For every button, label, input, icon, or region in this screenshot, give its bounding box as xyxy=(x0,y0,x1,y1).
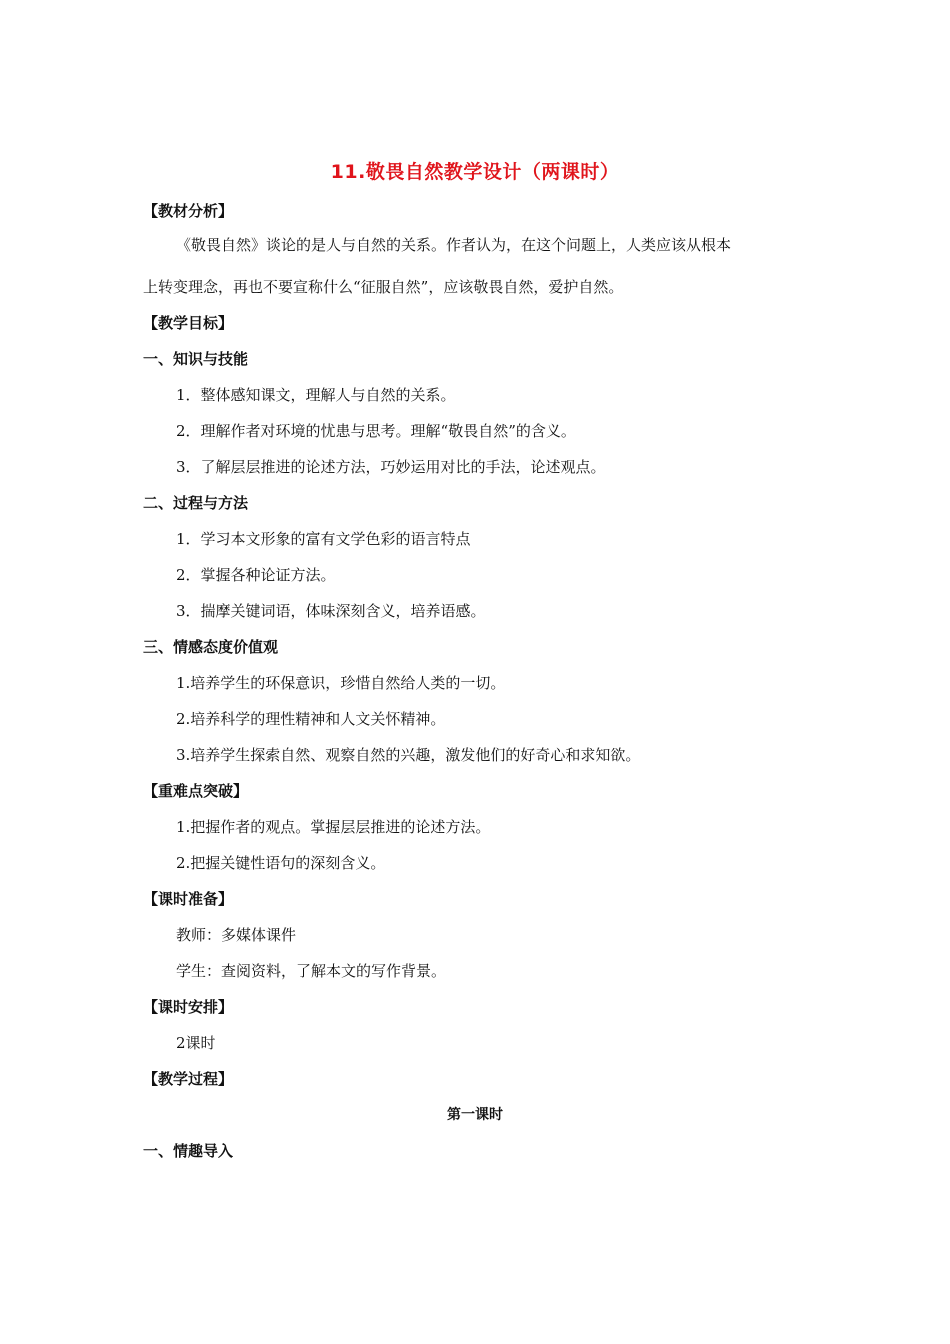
subheading-knowledge: 一、知识与技能 xyxy=(143,350,249,368)
document-title: 11.敬畏自然教学设计（两课时） xyxy=(330,161,620,183)
first-lesson-heading: 第一课时 xyxy=(447,1107,503,1123)
section-heading-schedule: 【课时安排】 xyxy=(143,998,234,1016)
preparation-student: 学生：查阅资料，了解本文的写作背景。 xyxy=(176,962,447,980)
section-heading-preparation: 【课时准备】 xyxy=(143,890,234,908)
process-item-2: 2．掌握各种论证方法。 xyxy=(176,566,336,584)
analysis-paragraph-line-1: 《敬畏自然》谈论的是人与自然的关系。作者认为，在这个问题上，人类应该从根本 xyxy=(176,236,732,254)
process-item-1: 1．学习本文形象的富有文学色彩的语言特点 xyxy=(176,530,471,548)
key-point-item-2: 2.把握关键性语句的深刻含义。 xyxy=(176,854,386,872)
section-heading-goals: 【教学目标】 xyxy=(143,314,234,332)
subheading-process-method: 二、过程与方法 xyxy=(143,494,249,512)
analysis-paragraph-line-2: 上转变理念，再也不要宣称什么“征服自然”，应该敬畏自然，爱护自然。 xyxy=(143,278,624,296)
section-heading-key-points: 【重难点突破】 xyxy=(143,782,249,800)
process-item-3: 3．揣摩关键词语，体味深刻含义，培养语感。 xyxy=(176,602,486,620)
emotion-item-3: 3.培养学生探索自然、观察自然的兴趣，激发他们的好奇心和求知欲。 xyxy=(176,746,641,764)
section-heading-analysis: 【教材分析】 xyxy=(143,202,234,220)
knowledge-item-1: 1．整体感知课文，理解人与自然的关系。 xyxy=(176,386,456,404)
key-point-item-1: 1.把握作者的观点。掌握层层推进的论述方法。 xyxy=(176,818,491,836)
section-heading-teaching-process: 【教学过程】 xyxy=(143,1070,234,1088)
intro-heading: 一、情趣导入 xyxy=(143,1142,234,1160)
knowledge-item-3: 3．了解层层推进的论述方法，巧妙运用对比的手法，论述观点。 xyxy=(176,458,606,476)
schedule-text: 2课时 xyxy=(176,1034,216,1052)
subheading-emotion: 三、情感态度价值观 xyxy=(143,638,279,656)
emotion-item-1: 1.培养学生的环保意识，珍惜自然给人类的一切。 xyxy=(176,674,506,692)
preparation-teacher: 教师：多媒体课件 xyxy=(176,926,297,944)
emotion-item-2: 2.培养科学的理性精神和人文关怀精神。 xyxy=(176,710,446,728)
knowledge-item-2: 2．理解作者对环境的忧患与思考。理解“敬畏自然”的含义。 xyxy=(176,422,576,440)
